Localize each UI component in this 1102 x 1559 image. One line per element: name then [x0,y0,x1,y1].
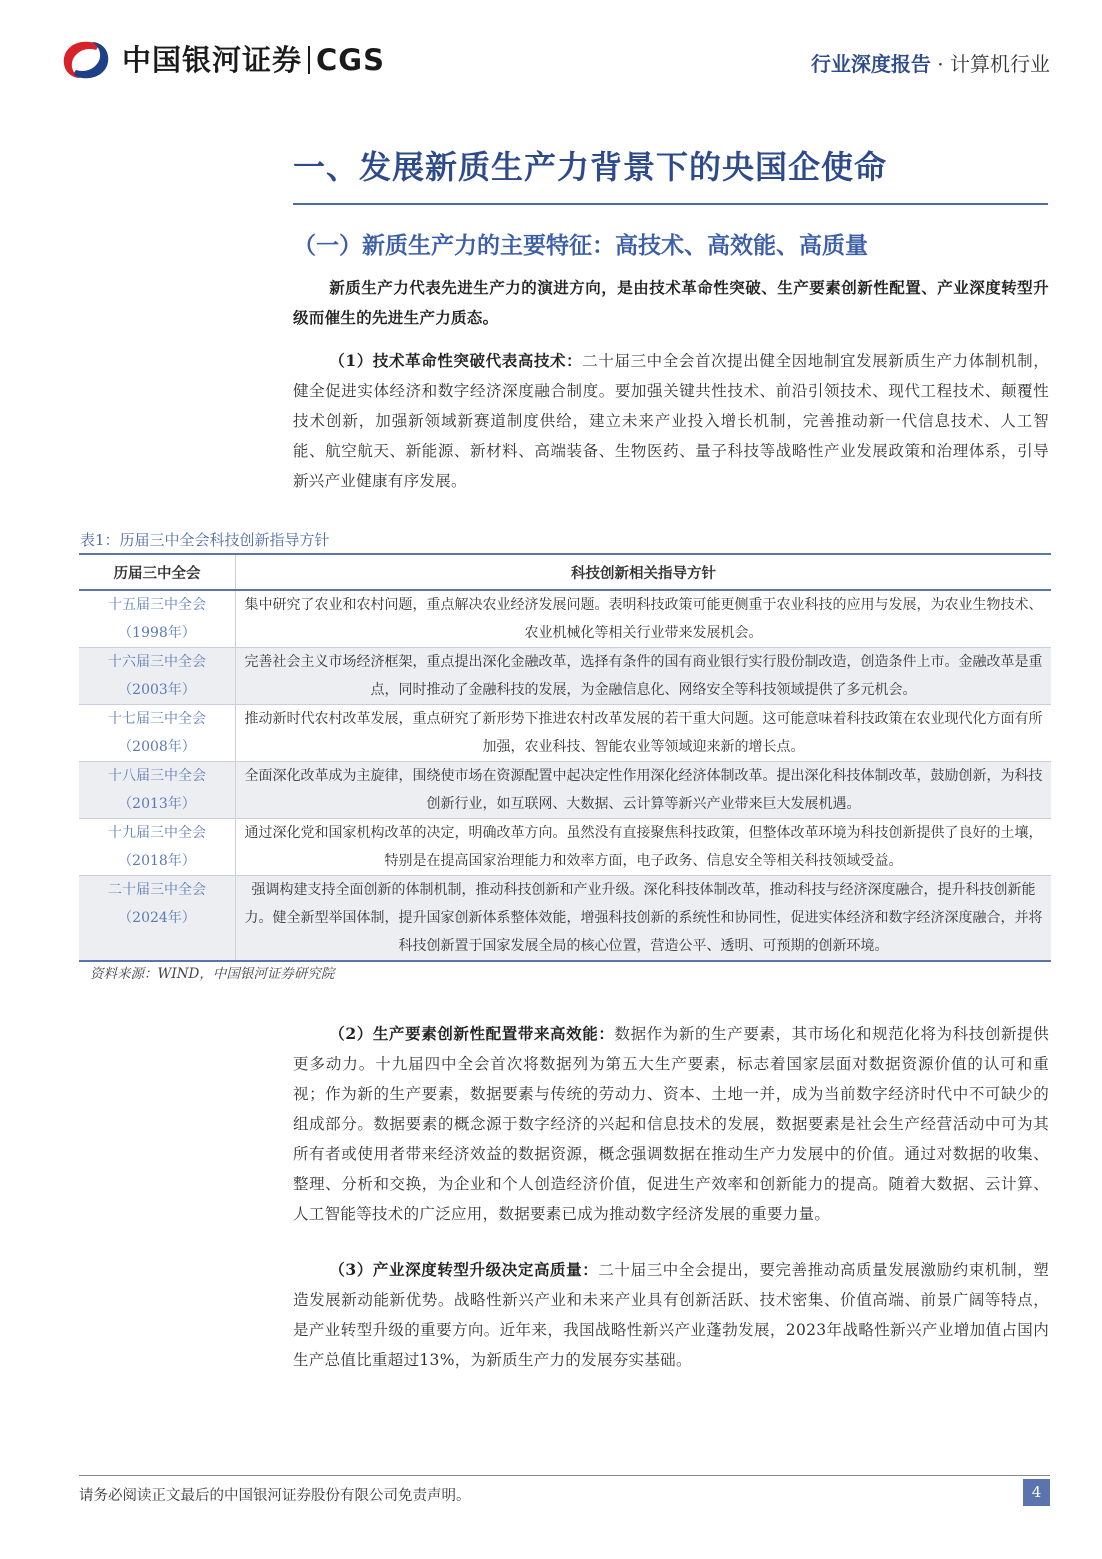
footer-disclaimer: 请务必阅读正文最后的中国银河证券股份有限公司免责声明。 [79,1488,471,1504]
session-name: 十六届三中全会 [108,654,206,670]
table-row [79,762,1051,819]
cgs-logo-icon [60,38,112,82]
point2-paragraph: （2）生产要素创新性配置带来高效能：数据作为新的生产要素，其市场化和规范化将为科技创新提供更多动力。十九届四中全会首次将数据列为第五大生产要素，标志着国家层面对数据资源价值的认可和重视；作为新的生产要素，数据要素与传统的劳动力、资本、土地一并，成为当前数字经济时代中不可缺少的组成部分。数据要素的概念源于数字经济的兴起和信息技术的发展，数据要素是社会生产经营活动中可为其所有者或使用者带来经济效益的数据资源，概念强调数据在推动生产力发展中的价值。通过对数据的收集、整理、分析和交换，为企业和个人创造经济价值，促进生产效率和创新能力的提高。随着大数据、云计算、人工智能等技术的广泛应用，数据要素已成为推动数字经济发展的重要力量。 [293,1024,1050,1223]
session-year: （2024年） [118,910,196,926]
brand-name: 中国银河证券 CGS [122,43,385,77]
session-year: （2018年） [118,853,196,869]
report-type-label: 行业深度报告 [810,52,931,76]
guidelines-table [79,553,1051,962]
guideline-text: 完善社会主义市场经济框架，重点提出深化金融改革，选择有条件的国有商业银行实行股份制改造，创造条件上市。金融改革是重点，同时推动了金融科技的发展，为金融信息化、网络安全等科技领域提供了多元机会。 [236,648,1052,705]
session-name: 十九届三中全会 [108,825,206,841]
table-row [79,590,1051,648]
page-number: 4 [1023,1479,1050,1506]
table-caption: 表1：历届三中全会科技创新指导方针 [80,531,330,549]
session-name: 二十届三中全会 [108,882,206,898]
table-row [79,819,1051,876]
session-name: 十五届三中全会 [108,597,206,613]
header-guideline: 科技创新相关指导方针 [236,554,1052,590]
guideline-text: 通过深化党和国家机构改革的决定，明确改革方向。虽然没有直接聚焦科技政策，但整体改革环境为科技创新提供了良好的土壤，特别是在提高国家治理能力和效率方面，电子政务、信息安全等相关科技领域受益。 [236,819,1052,876]
footer-divider [79,1475,1050,1476]
guideline-text: 集中研究了农业和农村问题，重点解决农业经济发展问题。表明科技政策可能更侧重于农业科技的应用与发展，为农业生物技术、农业机械化等相关行业带来发展机会。 [236,590,1052,648]
page-header [0,0,1102,110]
session-name: 十七届三中全会 [108,711,206,727]
table-header-row [79,554,1051,590]
guideline-text: 强调构建支持全面创新的体制机制，推动科技创新和产业升级。深化科技体制改革，推动科技与经济深度融合，提升科技创新能力。健全新型举国体制，提升国家创新体系整体效能，增强科技创新的系统性和协同性，促进实体经济和数字经济深度融合，并将科技创新置于国家发展全局的核心位置，营造公平、透明、可预期的创新环境。 [236,876,1052,962]
table-row [79,705,1051,762]
session-year: （2008年） [118,739,196,755]
table-row [79,876,1051,962]
session-year: （1998年） [118,625,196,641]
report-type: 行业深度报告 · 计算机行业 [810,52,1050,76]
title-divider [293,203,1048,205]
point1-paragraph: （1）技术革命性突破代表高技术：二十届三中全会首次提出健全因地制宜发展新质生产力体制机制，健全促进实体经济和数字经济深度融合制度。要加强关键共性技术、前沿引领技术、现代工程技术、颠覆性技术创新，加强新领域新赛道制度供给，建立未来产业投入增长机制，完善推动新一代信息技术、人工智能、航空航天、新能源、新材料、高端装备、生物医药、量子科技等战略性产业发展政策和治理体系，引导新兴产业健康有序发展。 [293,351,1049,490]
session-year: （2003年） [118,682,196,698]
guideline-text: 推动新时代农村改革发展，重点研究了新形势下推进农村改革发展的若干重大问题。这可能意味着科技政策在农业现代化方面有所加强，农业科技、智能农业等领域迎来新的增长点。 [236,705,1052,762]
header-session: 历届三中全会 [79,554,236,590]
intro-paragraph: 新质生产力代表先进生产力的演进方向，是由技术革命性突破、生产要素创新性配置、产业深度转型升级而催生的先进生产力质态。 [293,278,1049,327]
subsection-title: （一）新质生产力的主要特征：高技术、高效能、高质量 [293,232,868,259]
section-title: 一、发展新质生产力背景下的央国企使命 [293,148,888,186]
session-year: （2013年） [118,796,196,812]
table-row [79,648,1051,705]
point3-paragraph: （3）产业深度转型升级决定高质量：二十届三中全会提出，要完善推动高质量发展激励约束机制，塑造发展新动能新优势。战略性新兴产业和未来产业具有创新活跃、技术密集、价值高端、前景广阔等特点，是产业转型升级的重要方向。近年来，我国战略性新兴产业蓬勃发展，2023年战略性新兴产业增加值占国内生产总值比重超过13%，为新质生产力的发展夯实基础。 [293,1260,1049,1369]
guideline-text: 全面深化改革成为主旋律，围绕使市场在资源配置中起决定性作用深化经济体制改革。提出深化科技体制改革，鼓励创新，为科技创新行业，如互联网、大数据、云计算等新兴产业带来巨大发展机遇。 [236,762,1052,819]
industry-label: 计算机行业 [950,52,1050,76]
table-source: 资料来源：WIND，中国银河证券研究院 [90,966,335,982]
session-name: 十八届三中全会 [108,768,206,784]
